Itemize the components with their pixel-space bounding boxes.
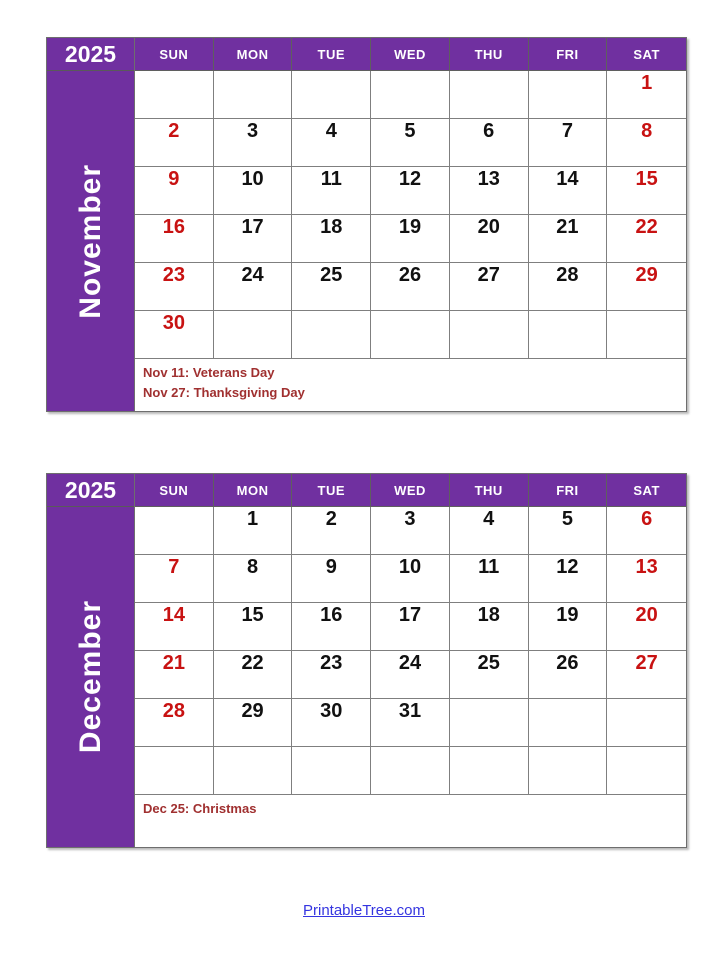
month-label-wrap	[47, 507, 134, 847]
date-cell: 24	[214, 263, 293, 311]
date-cell	[607, 747, 686, 795]
date-cell: 23	[292, 651, 371, 699]
date-cell: 8	[607, 119, 686, 167]
date-cell: 25	[292, 263, 371, 311]
date-cell: 14	[529, 167, 608, 215]
date-cell: 15	[214, 603, 293, 651]
date-cell: 19	[529, 603, 608, 651]
date-cell: 20	[450, 215, 529, 263]
footer-link[interactable]: PrintableTree.com	[303, 902, 425, 919]
holiday-note: Nov 27: Thanksgiving Day	[143, 385, 305, 401]
date-cell: 13	[607, 555, 686, 603]
date-cell: 28	[529, 263, 608, 311]
date-cell: 7	[135, 555, 214, 603]
day-header: SUN	[135, 474, 214, 507]
date-cell: 16	[292, 603, 371, 651]
date-cell: 3	[214, 119, 293, 167]
day-header: SAT	[607, 38, 686, 71]
date-cell: 26	[371, 263, 450, 311]
day-header-row	[135, 474, 686, 507]
date-cell	[292, 311, 371, 359]
date-cell: 5	[371, 119, 450, 167]
date-cell: 17	[371, 603, 450, 651]
day-header: FRI	[529, 474, 608, 507]
day-header: THU	[450, 38, 529, 71]
date-cell: 28	[135, 699, 214, 747]
month-sidebar-november	[47, 38, 135, 411]
date-cell: 11	[292, 167, 371, 215]
day-header: TUE	[292, 38, 371, 71]
week-row	[135, 119, 686, 167]
date-cell: 15	[607, 167, 686, 215]
date-cell: 8	[214, 555, 293, 603]
day-header: TUE	[292, 474, 371, 507]
date-cell	[135, 747, 214, 795]
date-cell	[450, 747, 529, 795]
month-label-wrap	[47, 71, 134, 411]
date-cell	[292, 71, 371, 119]
date-cell: 18	[450, 603, 529, 651]
week-row	[135, 699, 686, 747]
footer	[0, 902, 728, 920]
date-cell: 30	[135, 311, 214, 359]
date-cell: 27	[450, 263, 529, 311]
date-cell: 2	[135, 119, 214, 167]
day-header: SUN	[135, 38, 214, 71]
date-cell: 18	[292, 215, 371, 263]
date-cell: 22	[607, 215, 686, 263]
day-header: THU	[450, 474, 529, 507]
date-cell	[371, 747, 450, 795]
date-cell: 27	[607, 651, 686, 699]
week-row	[135, 263, 686, 311]
date-cell: 10	[214, 167, 293, 215]
date-cell: 2	[292, 507, 371, 555]
day-header: SAT	[607, 474, 686, 507]
date-cell	[371, 311, 450, 359]
date-cell	[214, 747, 293, 795]
week-row	[135, 215, 686, 263]
date-cell: 9	[135, 167, 214, 215]
calendar-page	[0, 37, 728, 848]
date-cell: 22	[214, 651, 293, 699]
date-cell: 29	[214, 699, 293, 747]
week-row	[135, 71, 686, 119]
day-header-row	[135, 38, 686, 71]
date-cell: 5	[529, 507, 608, 555]
calendar-november	[46, 37, 687, 412]
date-cell	[292, 747, 371, 795]
date-cell: 20	[607, 603, 686, 651]
day-header: WED	[371, 38, 450, 71]
week-row	[135, 507, 686, 555]
date-cell	[371, 71, 450, 119]
week-row	[135, 603, 686, 651]
year-label: 2025	[47, 474, 134, 507]
date-cell: 6	[607, 507, 686, 555]
date-cell	[450, 699, 529, 747]
date-cell: 14	[135, 603, 214, 651]
date-cell	[450, 71, 529, 119]
date-cell: 3	[371, 507, 450, 555]
date-cell	[214, 71, 293, 119]
date-cell: 12	[529, 555, 608, 603]
date-cell: 4	[292, 119, 371, 167]
date-cell: 26	[529, 651, 608, 699]
date-cell: 31	[371, 699, 450, 747]
date-cell	[529, 699, 608, 747]
date-cell	[214, 311, 293, 359]
date-cell: 21	[135, 651, 214, 699]
date-cell: 21	[529, 215, 608, 263]
date-cell	[135, 71, 214, 119]
date-cell	[450, 311, 529, 359]
date-cell: 7	[529, 119, 608, 167]
day-header: MON	[214, 474, 293, 507]
date-cell: 9	[292, 555, 371, 603]
date-cell: 29	[607, 263, 686, 311]
date-cell: 19	[371, 215, 450, 263]
week-row	[135, 311, 686, 359]
holiday-notes	[135, 359, 686, 411]
holiday-note: Dec 25: Christmas	[143, 801, 257, 816]
date-cell	[529, 71, 608, 119]
holiday-notes	[135, 795, 686, 847]
date-cell: 17	[214, 215, 293, 263]
date-cell	[607, 699, 686, 747]
date-cell: 23	[135, 263, 214, 311]
date-cell: 13	[450, 167, 529, 215]
date-cell: 16	[135, 215, 214, 263]
week-row	[135, 167, 686, 215]
date-cell	[135, 507, 214, 555]
year-label: 2025	[47, 38, 134, 71]
date-cell: 4	[450, 507, 529, 555]
date-cell: 11	[450, 555, 529, 603]
day-header: WED	[371, 474, 450, 507]
week-row	[135, 747, 686, 795]
calendar-december	[46, 473, 687, 848]
calendar-grid-november	[135, 38, 686, 411]
date-cell: 10	[371, 555, 450, 603]
date-cell: 30	[292, 699, 371, 747]
month-sidebar-december	[47, 474, 135, 847]
calendar-grid-december	[135, 474, 686, 847]
date-cell: 25	[450, 651, 529, 699]
month-label: November	[73, 163, 107, 319]
date-cell: 12	[371, 167, 450, 215]
date-cell	[529, 311, 608, 359]
day-header: MON	[214, 38, 293, 71]
week-row	[135, 555, 686, 603]
date-cell: 6	[450, 119, 529, 167]
month-label: December	[73, 600, 107, 754]
holiday-note: Nov 11: Veterans Day	[143, 365, 275, 380]
date-cell: 1	[214, 507, 293, 555]
date-cell	[607, 311, 686, 359]
date-cell	[529, 747, 608, 795]
date-cell: 1	[607, 71, 686, 119]
week-row	[135, 651, 686, 699]
day-header: FRI	[529, 38, 608, 71]
date-cell: 24	[371, 651, 450, 699]
